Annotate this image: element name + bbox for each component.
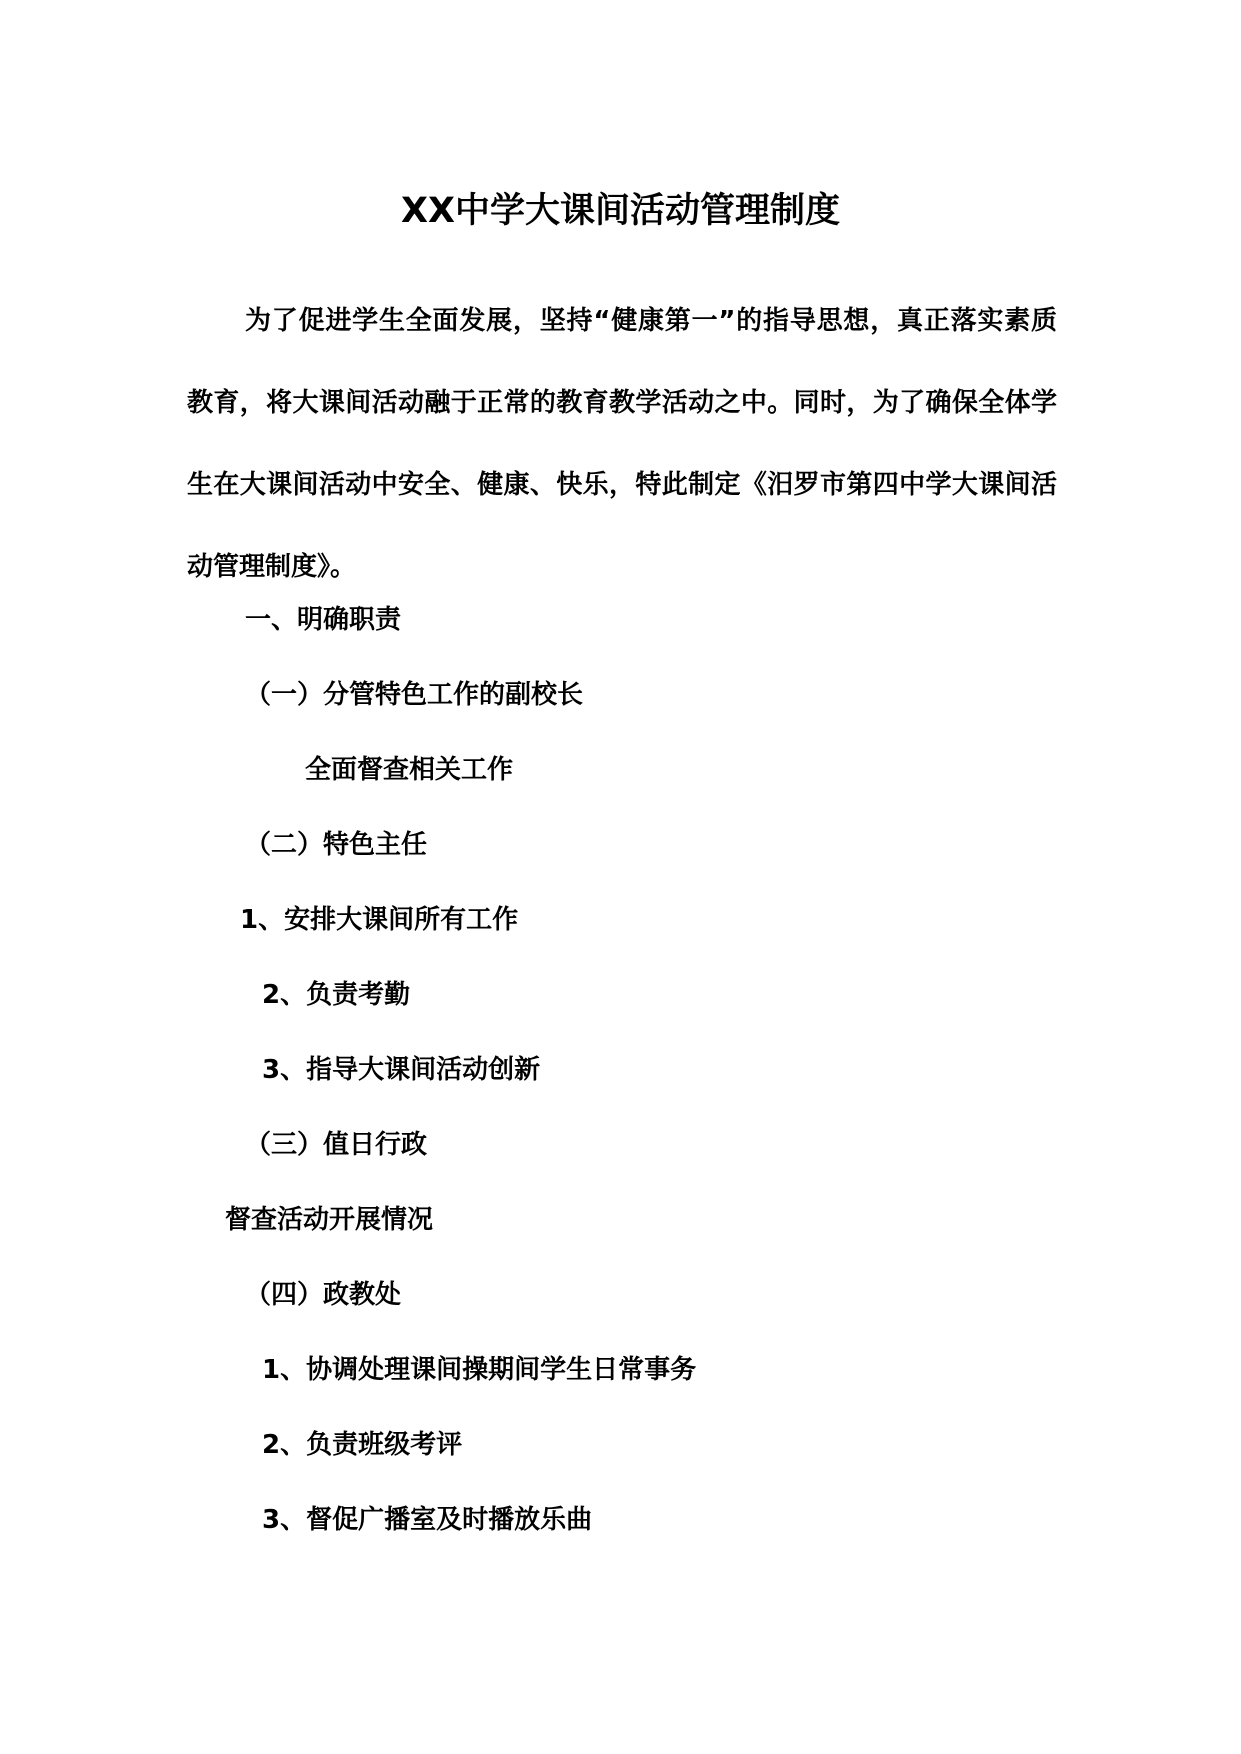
- subsection-heading: （四）政教处: [245, 1280, 402, 1310]
- list-item: 2、负责考勤: [262, 980, 411, 1010]
- subsection-text: 督查活动开展情况: [225, 1205, 434, 1235]
- intro-paragraph: 为了促进学生全面发展，坚持“健康第一”的指导思想，真正落实素质教育，将大课间活动融于正常的教育教学活动之中。同时，为了确保全体学生在大课间活动中安全、健康、快乐，特此制定《汨罗市第四中学大课间活动管理制度》。: [187, 306, 1057, 582]
- subsection-heading: （三）值日行政: [245, 1130, 428, 1160]
- subsection-heading: （一）分管特色工作的副校长: [245, 680, 584, 710]
- list-item: 3、指导大课间活动创新: [262, 1055, 541, 1085]
- subsection-text: 全面督查相关工作: [305, 755, 514, 785]
- subsection-heading: （二）特色主任: [245, 830, 428, 860]
- list-item: 1、安排大课间所有工作: [240, 905, 519, 935]
- page-title: XX中学大课间活动管理制度: [401, 191, 840, 231]
- section-heading: 一、明确职责: [245, 605, 402, 635]
- list-item: 2、负责班级考评: [262, 1430, 463, 1460]
- list-item: 1、协调处理课间操期间学生日常事务: [262, 1355, 697, 1385]
- list-item: 3、督促广播室及时播放乐曲: [262, 1505, 593, 1535]
